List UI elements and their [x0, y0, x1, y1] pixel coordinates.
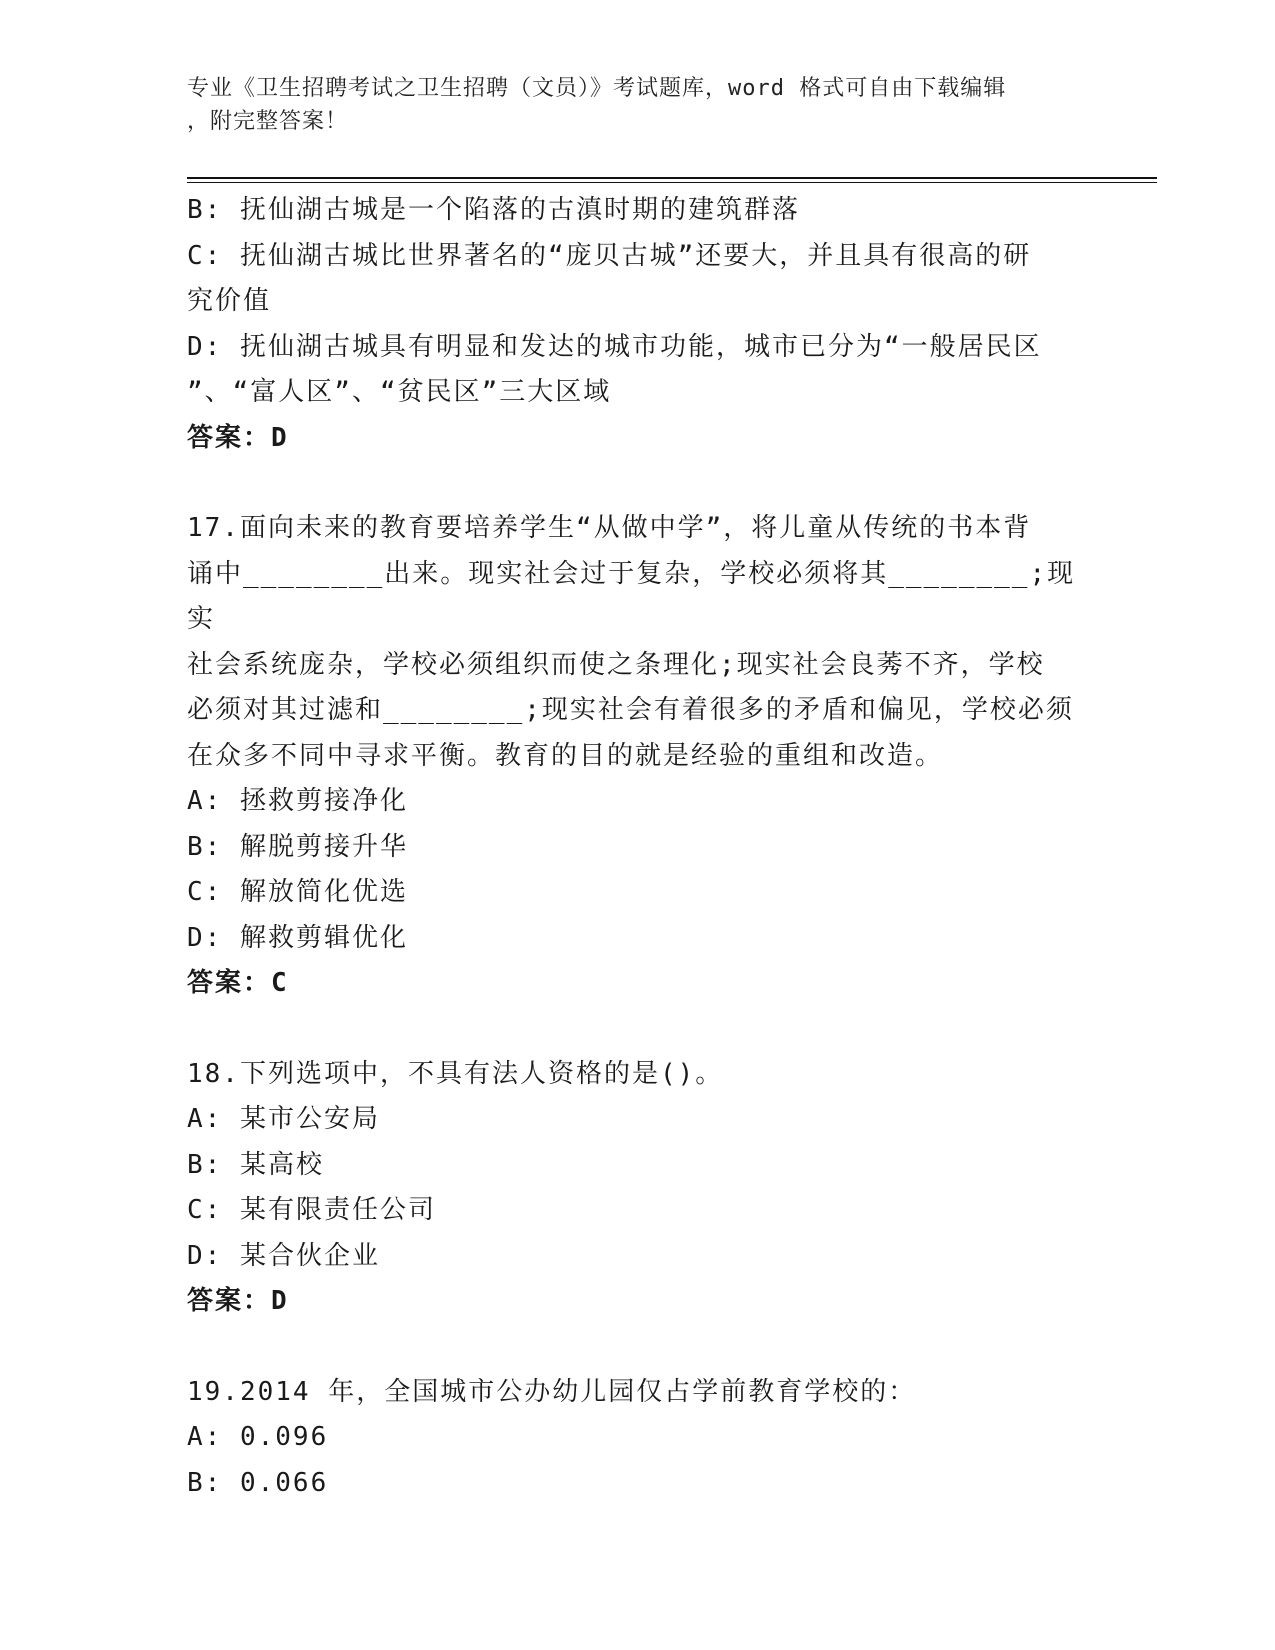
- q17-option-c: C: 解放简化优选: [187, 877, 408, 907]
- q17-stem-line-5: 在众多不同中寻求平衡。教育的目的就是经验的重组和改造。: [187, 740, 944, 771]
- q18-stem: 18.下列选项中，不具有法人资格的是()。: [187, 1058, 724, 1089]
- q16-option-d-line-2: ”、“富人区”、“贫民区”三大区域: [187, 377, 612, 407]
- question-17: [187, 506, 1077, 1007]
- header-title-line-1: 专业《卫生招聘考试之卫生招聘（文员）》考试题库，word 格式可自由下载编辑: [187, 76, 1007, 101]
- header-rule-thin: [187, 182, 1157, 183]
- question-16: [187, 188, 1077, 461]
- q18-option-a: A: 某市公安局: [187, 1104, 380, 1134]
- q17-stem-line-1: 17.面向未来的教育要培养学生“从做中学”，将儿童从传统的书本背: [187, 513, 1032, 543]
- q16-option-c-line-1: C: 抚仙湖古城比世界著名的“庞贝古城”还要大，并且具有很高的研: [187, 240, 1032, 271]
- q16-option-c-line-2: 究价值: [187, 286, 272, 316]
- document-header: [187, 72, 1087, 138]
- spacer: [187, 1007, 1077, 1052]
- q17-answer: 答案：C: [187, 968, 289, 998]
- q19-stem: 19.2014 年，全国城市公办幼儿园仅占学前教育学校的：: [187, 1376, 917, 1407]
- q18-option-b: B: 某高校: [187, 1149, 324, 1180]
- q18-option-d: D: 某合伙企业: [187, 1240, 380, 1271]
- q19-option-a: A: 0.096: [187, 1422, 329, 1452]
- header-title-line-2: ，附完整答案！: [187, 109, 349, 134]
- q18-option-c: C: 某有限责任公司: [187, 1195, 436, 1225]
- question-list: [187, 188, 1077, 1506]
- q17-stem-line-3: 社会系统庞杂，学校必须组织而使之条理化;现实社会良莠不齐，学校: [187, 649, 1045, 680]
- spacer: [187, 461, 1077, 506]
- spacer: [187, 1325, 1077, 1370]
- q17-stem-line-2: 诵中________出来。现实社会过于复杂，学校必须将其________;现实: [187, 558, 1076, 634]
- question-18: [187, 1052, 1077, 1325]
- question-19: [187, 1370, 1077, 1507]
- q16-option-d-line-1: D: 抚仙湖古城具有明显和发达的城市功能，城市已分为“一般居民区: [187, 331, 1042, 362]
- q18-answer: 答案：D: [187, 1286, 289, 1316]
- q16-answer: 答案：D: [187, 422, 289, 453]
- q17-option-a: A: 拯救剪接净化: [187, 786, 408, 816]
- q16-option-b: B: 抚仙湖古城是一个陷落的古滇时期的建筑群落: [187, 195, 800, 225]
- q19-option-b: B: 0.066: [187, 1467, 329, 1498]
- q17-option-d: D: 解救剪辑优化: [187, 922, 408, 953]
- q17-stem-line-4: 必须对其过滤和________;现实社会有着很多的矛盾和偏见，学校必须: [187, 695, 1074, 725]
- q17-option-b: B: 解脱剪接升华: [187, 831, 408, 862]
- header-rule-thick: [187, 177, 1157, 179]
